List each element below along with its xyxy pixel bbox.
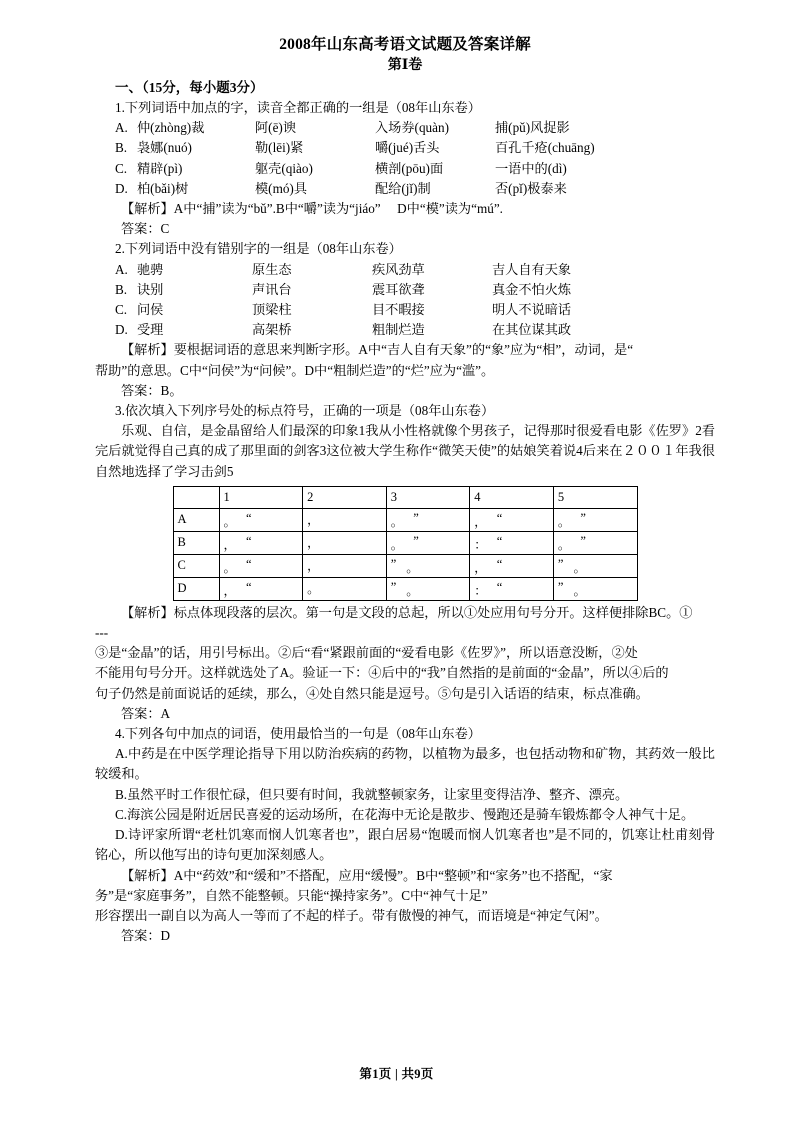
question-1-stem: 1.下列词语中加点的字，读音全都正确的一组是（08年山东卷） (115, 100, 481, 115)
question-2-answer: 答案：B。 (121, 382, 183, 398)
table-row-label-d: D (173, 577, 219, 600)
table-header-row (173, 486, 637, 508)
table-row (173, 577, 637, 600)
table-row-label-c: C (173, 554, 219, 577)
question-2-option-d (95, 320, 715, 340)
table-cell: ， “ (470, 554, 554, 577)
option-col-4: 吉人自有天象 (492, 261, 572, 277)
option-col-2: 高架桥 (252, 322, 292, 338)
option-col-2: 模(mó)具 (255, 180, 308, 196)
question-4-option-c: C.海滨公园是附近居民喜爱的运动场所，在花海中无论是散步、慢跑还是骑车锻炼都令人神气十足。 (115, 806, 695, 822)
option-col-2: 勒(lēi)紧 (255, 140, 304, 156)
table-cell: ” 。 (386, 577, 470, 600)
table-cell: ， “ (219, 577, 303, 600)
table-cell: 。 ” (553, 531, 637, 554)
option-col-2: 声讯台 (252, 281, 292, 297)
table-col-header-5: 5 (553, 486, 637, 508)
option-col-1: 受理 (137, 322, 164, 338)
table-row-label-a: A (173, 508, 219, 531)
table-cell: ， (303, 508, 387, 531)
option-label: B. (115, 140, 128, 156)
punctuation-table (173, 486, 638, 601)
question-3-analysis-line-3: ③是“金晶”的话，用引号标出。②后“看“紧跟前面的“爱看电影《佐罗》”，所以语意没断，②处 (95, 645, 638, 661)
option-col-2: 躯壳(qiào) (255, 160, 313, 176)
question-1-option-a (95, 118, 715, 138)
question-3-answer: 答案：A (121, 705, 171, 721)
table-cell: ： “ (470, 577, 554, 600)
option-col-2: 顶梁柱 (252, 302, 292, 318)
option-col-1: 问侯 (137, 302, 164, 318)
question-1-answer: 答案：C (121, 221, 170, 237)
table-cell: 。 ” (386, 508, 470, 531)
question-2-analysis-line-2: 帮助”的意思。C中“问侯”为“问候”。D中“粗制烂造”的“烂”应为“滥”。 (95, 362, 495, 378)
page-footer: 第1页 | 共9页 (359, 1067, 434, 1081)
table-col-header-3: 3 (386, 486, 470, 508)
option-col-3: 震耳欲聋 (372, 281, 425, 297)
option-col-1: 精辟(pì) (137, 160, 183, 176)
question-3-analysis-line-2: --- (95, 625, 109, 641)
table-cell: 。 ” (553, 508, 637, 531)
table-cell: ” 。 (553, 577, 637, 600)
question-4-stem: 4.下列各句中加点的词语，使用最恰当的一句是（08年山东卷） (115, 726, 481, 742)
question-1-option-b (95, 138, 715, 158)
question-1-option-d (95, 179, 715, 199)
question-1-option-c (95, 159, 715, 179)
option-label: B. (115, 281, 128, 297)
question-4-analysis-line-2: 务”是“家庭事务”，自然不能整顿。只能“操持家务”。C中“神气十足” (95, 887, 488, 903)
option-col-3: 粗制烂造 (372, 322, 425, 338)
option-col-1: 驰骋 (137, 261, 164, 277)
question-4-option-b: B.虽然平时工作很忙碌，但只要有时间，我就整顿家务，让家里变得洁净、整齐、漂亮。 (115, 786, 629, 802)
option-col-1: 诀别 (137, 281, 164, 297)
option-col-3: 横剖(pōu)面 (375, 160, 444, 176)
option-label: C. (115, 160, 128, 176)
option-col-1: 袅娜(nuó) (137, 140, 192, 156)
option-label: C. (115, 302, 128, 318)
page-title: 2008年山东高考语文试题及答案详解 (279, 36, 531, 53)
table-row (173, 508, 637, 531)
option-col-4: 在其位谋其政 (492, 322, 572, 338)
question-2-analysis-line-1: 【解析】要根据词语的意思来判断字形。A中“吉人自有天象”的“象”应为“相”，动词，是“ (121, 342, 634, 358)
question-4-option-d: D.诗评家所谓“老杜饥寒而悯人饥寒者也”，跟白居易“饱暖而悯人饥寒者也”是不同的，饥寒让杜甫刻骨铭心，所以他写出的诗句更加深刻感人。 (95, 827, 715, 863)
option-col-4: 百孔千疮(chuāng) (495, 140, 595, 156)
table-cell: 。 “ (219, 554, 303, 577)
question-4-analysis-line-1: 【解析】A中“药效”和“缓和”不搭配，应用“缓慢”。B中“整顿”和“家务”也不搭配，“家 (121, 867, 613, 883)
question-3-analysis-line-1: 【解析】标点体现段落的层次。第一句是文段的总起，所以①处应用句号分开。这样便排除BC。① (121, 604, 693, 620)
question-2-stem: 2.下列词语中没有错别字的一组是（08年山东卷） (115, 241, 402, 257)
table-corner-cell (173, 486, 219, 508)
option-col-4: 一语中的(dì) (495, 160, 567, 176)
table-col-header-4: 4 (470, 486, 554, 508)
table-row (173, 554, 637, 577)
table-cell: ： “ (470, 531, 554, 554)
option-col-3: 入场券(quàn) (375, 120, 449, 136)
option-col-3: 配给(jǐ)制 (375, 180, 431, 196)
option-col-3: 嚼(jué)舌头 (375, 140, 440, 156)
question-2-option-c (95, 300, 715, 320)
section-heading-one: 一、（15分，每小题3分） (115, 80, 264, 95)
question-4-analysis-line-3: 形容摆出一副自以为高人一等而了不起的样子。带有傲慢的神气，而语境是“神定气闲”。 (95, 907, 608, 923)
page-subtitle: 第Ⅰ卷 (387, 58, 423, 73)
option-label: A. (115, 120, 128, 136)
option-col-4: 捕(pǔ)风捉影 (495, 120, 570, 136)
table-cell: ， (303, 531, 387, 554)
question-2-option-b (95, 280, 715, 300)
option-col-3: 目不暇接 (372, 302, 425, 318)
option-label: A. (115, 261, 128, 277)
table-cell: ， “ (219, 531, 303, 554)
option-col-4: 真金不怕火炼 (492, 281, 572, 297)
option-col-3: 疾风劲草 (372, 261, 425, 277)
question-2-option-a (95, 260, 715, 280)
option-label: D. (115, 322, 128, 338)
table-cell: ” 。 (386, 554, 470, 577)
table-col-header-1: 1 (219, 486, 303, 508)
option-col-4: 明人不说暗话 (492, 302, 572, 318)
option-col-4: 否(pǐ)极泰来 (495, 180, 567, 196)
question-3-analysis-line-5: 句子仍然是前面说话的延续，那么，④处自然只能是逗号。⑤句是引入话语的结束，标点准确。 (95, 685, 649, 701)
table-cell: 。 “ (219, 508, 303, 531)
option-col-1: 柏(bǎi)树 (137, 180, 189, 196)
question-3-stem: 3.依次填入下列序号处的标点符号，正确的一项是（08年山东卷） (115, 403, 495, 419)
question-4-answer: 答案：D (121, 928, 171, 944)
question-3-analysis-line-4: 不能用句号分开。这样就选处了A。验证一下：④后中的“我”自然指的是前面的“金晶”，所以④后的 (95, 665, 669, 681)
question-4-option-a: A.中药是在中医学理论指导下用以防治疾病的药物，以植物为最多，也包括动物和矿物，其药效一般比较缓和。 (95, 746, 715, 782)
table-cell: 。 (303, 577, 387, 600)
table-cell: ， “ (470, 508, 554, 531)
table-row-label-b: B (173, 531, 219, 554)
table-cell: 。 ” (386, 531, 470, 554)
table-col-header-2: 2 (303, 486, 387, 508)
table-cell: ” 。 (553, 554, 637, 577)
question-3-passage: 乐观、自信，是金晶留给人们最深的印象1我从小性格就像个男孩子，记得那时很爱看电影《佐罗》2看完后就觉得自己真的成了那里面的剑客3这位被大学生称作“微笑天使”的姑娘笑着说4后来在２００１年我很自然地选择了学习击剑5 (95, 423, 715, 479)
question-1-analysis: 【解析】A中“捕”读为“bǔ”.B中“嚼”读为“jiáo” D中“模”读为“mú”. (121, 201, 503, 217)
option-col-1: 仲(zhòng)裁 (137, 120, 205, 136)
table-row (173, 531, 637, 554)
punctuation-table-wrapper (95, 486, 715, 601)
option-label: D. (115, 180, 128, 196)
option-col-2: 原生态 (252, 261, 292, 277)
option-col-2: 阿(ē)谀 (255, 120, 297, 136)
table-cell: ， (303, 554, 387, 577)
